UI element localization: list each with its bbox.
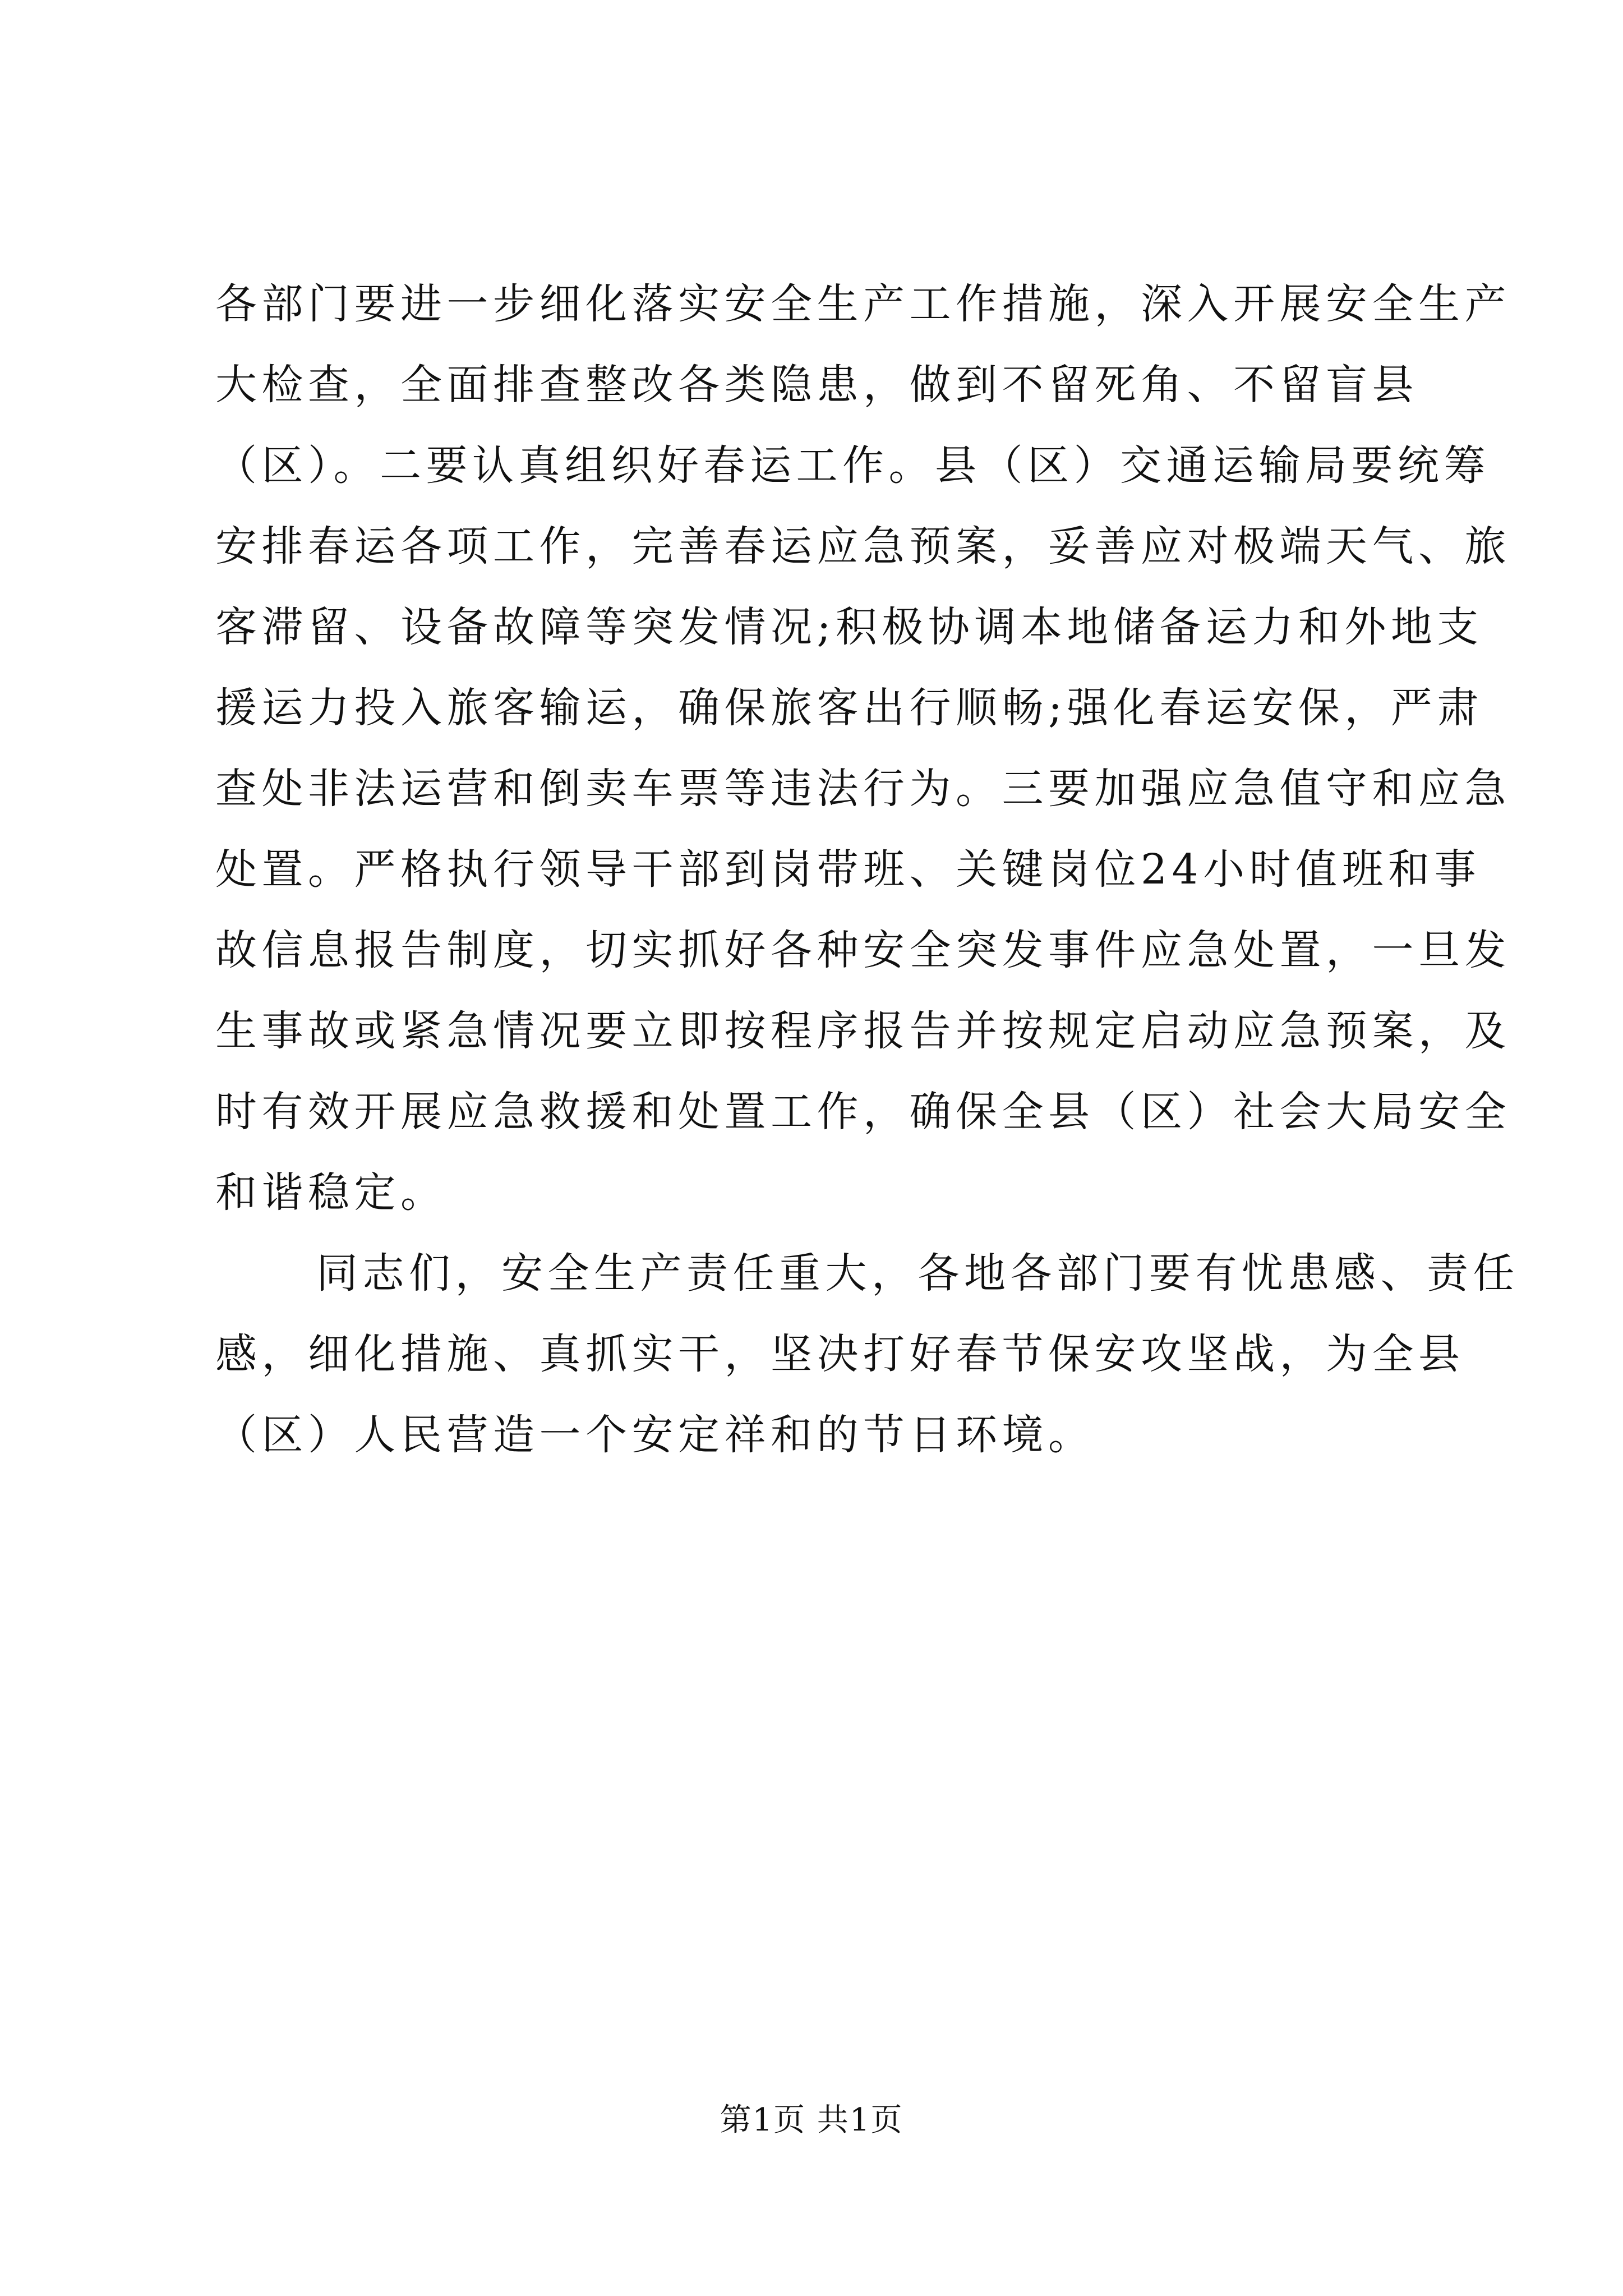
paragraph-line: （区）。二要认真组织好春运工作。县（区）交通运输局要统筹 [215,441,1490,490]
paragraph-line: 各部门要进一步细化落实安全生产工作措施，深入开展安全生产 [215,280,1511,328]
paragraph-line: 安排春运各项工作，完善春运应急预案，妥善应对极端天气、旅 [215,522,1511,570]
paragraph-line: 客滞留、设备故障等突发情况;积极协调本地储备运力和外地支 [215,603,1483,651]
paragraph-line: （区）人民营造一个安定祥和的节日环境。 [215,1411,1095,1459]
paragraph-line: 时有效开展应急救援和处置工作，确保全县（区）社会大局安全 [215,1088,1511,1136]
document-body [215,264,1519,1475]
paragraph-line: 同志们，安全生产责任重大，各地各部门要有忧患感、责任 [316,1249,1519,1297]
paragraph-line: 生事故或紧急情况要立即按程序报告并按规定启动应急预案，及 [215,1007,1511,1055]
paragraph-line: 查处非法运营和倒卖车票等违法行为。三要加强应急值守和应急 [215,765,1511,813]
paragraph-line: 处置。严格执行领导干部到岗带班、关键岗位24小时值班和事 [215,845,1481,894]
paragraph-line: 感，细化措施、真抓实干，坚决打好春节保安攻坚战，为全县 [215,1330,1465,1378]
paragraph-line: 大检查，全面排查整改各类隐患，做到不留死角、不留盲县 [215,361,1418,409]
page-footer: 第1页 共1页 [720,2102,903,2138]
paragraph-line: 故信息报告制度，切实抓好各种安全突发事件应急处置，一旦发 [215,926,1511,974]
paragraph-line: 和谐稳定。 [215,1168,447,1217]
paragraph-line: 援运力投入旅客输运，确保旅客出行顺畅;强化春运安保，严肃 [215,684,1483,732]
